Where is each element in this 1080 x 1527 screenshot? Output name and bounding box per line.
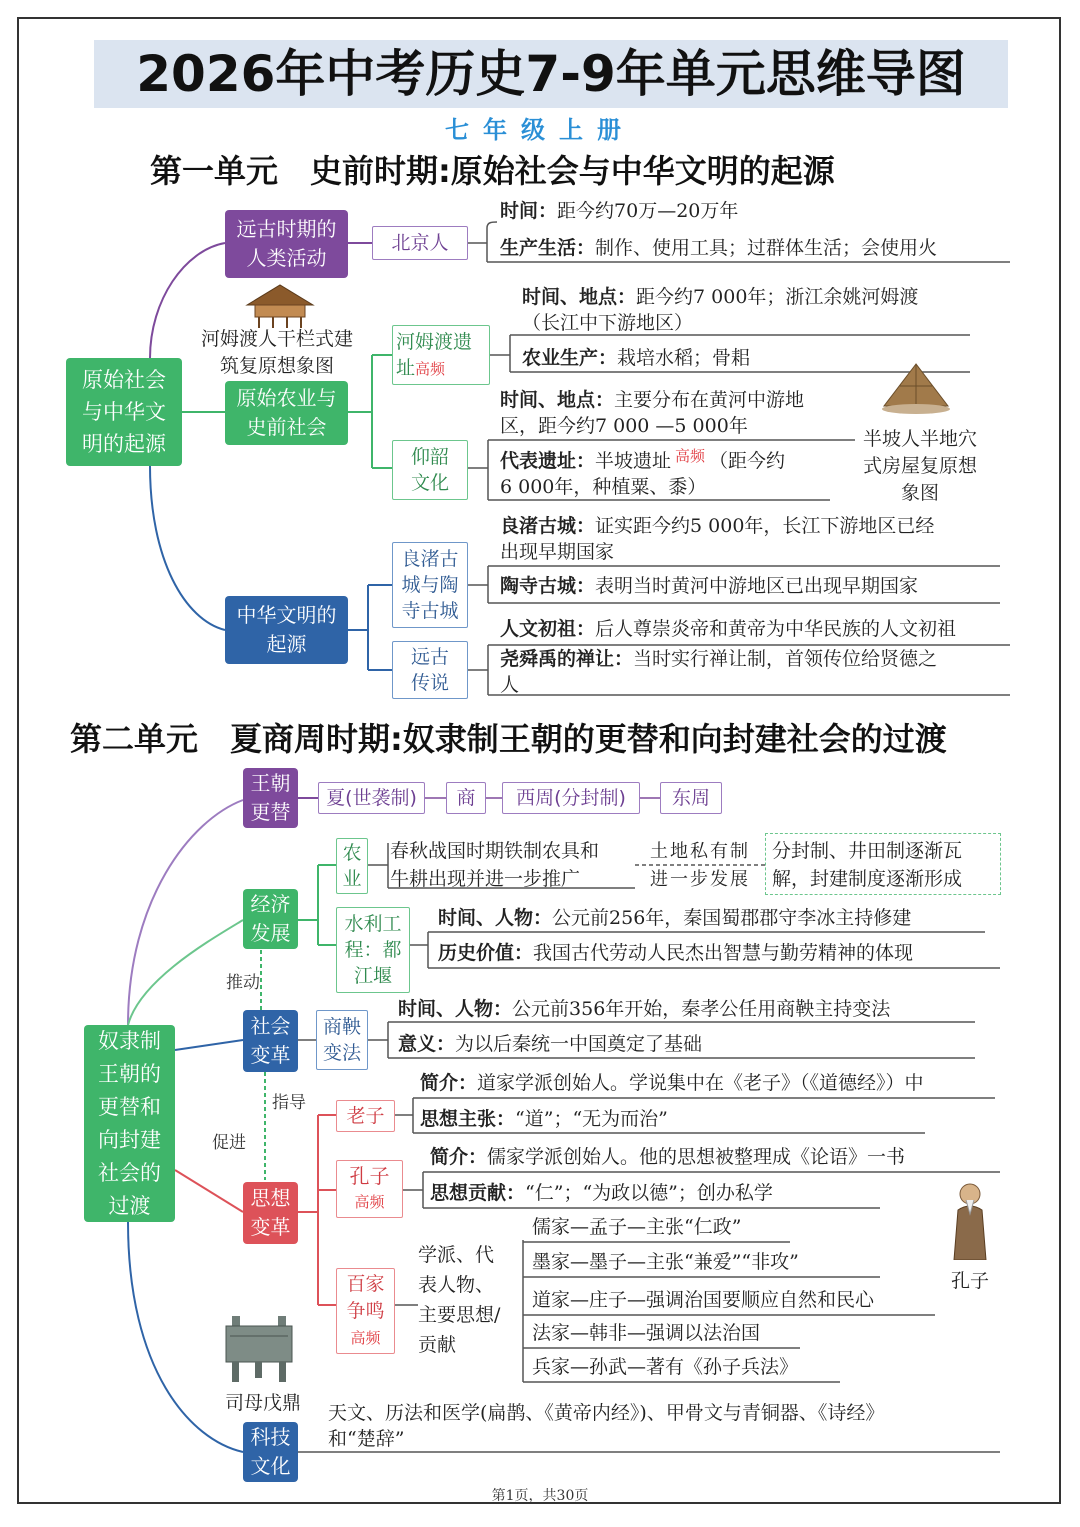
laozi-intro: 道家学派创始人。学说集中在《老子》（《道德经》）中 bbox=[477, 1072, 924, 1094]
grade-label: 七年级上册 bbox=[445, 116, 635, 144]
schools-label: 学派、代表人物、主要思想/贡献 bbox=[418, 1244, 501, 1356]
node-laozi-label: 老子 bbox=[346, 1105, 385, 1127]
yangshao-site-row bbox=[500, 448, 785, 476]
hot-badge-schools: 高频 bbox=[350, 1329, 381, 1347]
dynasty-western-zhou-label: 西周(分封制) bbox=[516, 787, 626, 809]
node-legends bbox=[392, 641, 468, 699]
laozi-intro-row bbox=[420, 1070, 924, 1097]
ancestor-label: 人文初祖： bbox=[500, 618, 596, 640]
hemudu-time-row bbox=[522, 284, 918, 311]
hemudu-agri-row bbox=[522, 345, 750, 372]
unit1-root-node bbox=[66, 358, 182, 466]
category-dynasty-change bbox=[243, 768, 298, 828]
category-civilization-origin bbox=[225, 596, 348, 664]
category-dynasty-change-label: 王朝更替 bbox=[250, 771, 291, 824]
taosi: 表明当时黄河中游地区已出现早期国家 bbox=[595, 575, 919, 597]
node-shang-yang bbox=[316, 1010, 368, 1070]
category-thought-change bbox=[243, 1182, 298, 1244]
confucius-caption: 孔子 bbox=[950, 1270, 989, 1292]
liangzhu-1: 证实距今约5 000年，长江下游地区已经 bbox=[595, 515, 935, 537]
hemudu-agri-label: 农业生产： bbox=[522, 347, 618, 369]
water-time: 公元前256年，秦国蜀郡郡守李冰主持修建 bbox=[552, 907, 912, 929]
category-agriculture-label: 原始农业与史前社会 bbox=[236, 386, 337, 439]
beijing-time: 距今约70万—20万年 bbox=[557, 200, 739, 222]
beijing-life-row bbox=[500, 235, 937, 262]
unit2-title: 第二单元 夏商周时期:奴隶制王朝的更替和向封建社会的过渡 bbox=[70, 720, 947, 758]
laozi-idea-row bbox=[420, 1106, 668, 1133]
water-value-label: 历史价值： bbox=[438, 942, 534, 964]
beijing-life: 制作、使用工具；过群体生活；会使用火 bbox=[595, 237, 938, 259]
abdication-2: 人 bbox=[500, 674, 520, 696]
page-title: 2026年中考历史7-9年单元思维导图 bbox=[136, 45, 966, 103]
liangzhu-label: 良渚古城： bbox=[500, 515, 596, 537]
node-ancient-cities-label: 良渚古城与陶寺古城 bbox=[401, 548, 459, 622]
hot-badge-hemudu: 高频 bbox=[415, 359, 446, 378]
reform-time-label: 时间、人物： bbox=[398, 998, 513, 1020]
node-agriculture-label: 农业 bbox=[342, 842, 362, 890]
reform-meaning-row bbox=[398, 1031, 702, 1058]
reform-meaning-label: 意义： bbox=[398, 1033, 456, 1055]
yangshao-time-2: 区，距今约7 000 —5 000年 bbox=[500, 415, 748, 437]
beijing-time-label: 时间： bbox=[500, 200, 558, 222]
result-2: 解，封建制度逐渐形成 bbox=[772, 868, 963, 890]
node-confucius bbox=[336, 1160, 403, 1218]
dynasty-eastern-zhou-label: 东周 bbox=[671, 787, 710, 809]
result-1: 分封制、井田制逐渐瓦 bbox=[772, 840, 963, 862]
unit1-root-label: 原始社会与中华文明的起源 bbox=[82, 368, 166, 456]
stilt-house-illustration bbox=[243, 283, 317, 329]
dynasty-xia bbox=[318, 782, 425, 814]
laozi-intro-label: 简介： bbox=[420, 1072, 478, 1094]
yangshao-site-1: 半坡遗址 bbox=[595, 450, 672, 472]
water-time-row bbox=[438, 905, 911, 932]
category-agriculture bbox=[225, 381, 348, 445]
school-taoism: 道家—庄子—强调治国要顺应自然和民心 bbox=[532, 1289, 875, 1311]
category-ancient-human-label: 远古时期的人类活动 bbox=[236, 217, 337, 270]
confucius-portrait bbox=[944, 1180, 996, 1260]
category-economy-label: 经济发展 bbox=[250, 892, 291, 945]
reform-time: 公元前356年开始，秦孝公任用商鞅主持变法 bbox=[512, 998, 891, 1020]
ancestor: 后人尊崇炎帝和黄帝为中华民族的人文初祖 bbox=[595, 618, 957, 640]
node-hemudu-label: 河姆渡遗址 bbox=[396, 330, 473, 379]
confucius-contrib-label: 思想贡献： bbox=[430, 1182, 526, 1204]
agri-1: 春秋战国时期铁制农具和 bbox=[390, 840, 600, 862]
node-agriculture bbox=[336, 838, 368, 894]
unit1-title: 第一单元 史前时期:原始社会与中华文明的起源 bbox=[150, 152, 835, 190]
hemudu-agri: 栽培水稻；骨耜 bbox=[617, 347, 751, 369]
node-hundred-schools bbox=[336, 1268, 395, 1354]
reform-time-row bbox=[398, 996, 890, 1023]
ding-caption: 司母戊鼎 bbox=[224, 1392, 301, 1414]
yangshao-time-1: 主要分布在黄河中游地 bbox=[614, 389, 805, 411]
school-military: 兵家—孙武—著有《孙子兵法》 bbox=[532, 1356, 799, 1378]
hemudu-time-label: 时间、地点： bbox=[522, 286, 637, 308]
node-beijing-man bbox=[372, 226, 468, 260]
agri-2: 牛耕出现并进一步推广 bbox=[390, 868, 581, 890]
dynasty-western-zhou bbox=[502, 782, 640, 814]
laozi-idea-label: 思想主张： bbox=[420, 1108, 516, 1130]
node-ancient-cities bbox=[392, 542, 468, 628]
node-yangshao-label: 仰韶文化 bbox=[410, 446, 449, 494]
yangshao-site-1b: （距今约 bbox=[709, 450, 786, 472]
node-shang-yang-label: 商鞅变法 bbox=[322, 1016, 361, 1064]
ancestor-row bbox=[500, 616, 956, 643]
push-label: 推动 bbox=[226, 973, 260, 993]
node-yangshao bbox=[392, 440, 468, 500]
confucius-contrib-row bbox=[430, 1180, 773, 1207]
dynasty-shang bbox=[446, 782, 486, 814]
liangzhu-row bbox=[500, 513, 934, 540]
water-value-row bbox=[438, 940, 913, 967]
culture-1: 天文、历法和医学(扁鹊、《黄帝内经》)、甲骨文与青铜器、《诗经》 bbox=[328, 1402, 885, 1424]
category-economy bbox=[243, 889, 298, 949]
category-ancient-human bbox=[225, 210, 348, 278]
node-beijing-man-label: 北京人 bbox=[391, 232, 449, 254]
category-social-reform-label: 社会变革 bbox=[250, 1014, 291, 1067]
land-2: 进一步发展 bbox=[650, 869, 750, 890]
unit2-root-label: 奴隶制王朝的更替和向封建社会的过渡 bbox=[98, 1028, 161, 1218]
unit2-root-node bbox=[84, 1025, 175, 1222]
yangshao-site-2: 6 000年，种植粟、黍） bbox=[500, 476, 707, 498]
node-hemudu bbox=[392, 325, 490, 385]
simuwu-ding-illustration bbox=[222, 1310, 296, 1384]
category-sci-culture bbox=[243, 1422, 298, 1482]
confucius-intro: 儒家学派创始人。他的思想被整理成《论语》一书 bbox=[487, 1146, 906, 1168]
culture-2: 和“楚辞” bbox=[328, 1428, 405, 1450]
beijing-life-label: 生产生活： bbox=[500, 237, 596, 259]
semi-subterranean-house-illustration bbox=[880, 362, 952, 418]
dynasty-eastern-zhou bbox=[660, 782, 722, 814]
school-mohism: 墨家—墨子—主张“兼爱”“非攻” bbox=[532, 1251, 799, 1273]
promote-label: 促进 bbox=[212, 1133, 246, 1153]
yangshao-time-row bbox=[500, 387, 804, 414]
confucius-intro-label: 简介： bbox=[430, 1146, 488, 1168]
liangzhu-2: 出现早期国家 bbox=[500, 541, 615, 563]
laozi-idea: “道”；“无为而治” bbox=[515, 1108, 668, 1130]
water-time-label: 时间、人物： bbox=[438, 907, 553, 929]
node-hemudu-wrap bbox=[396, 329, 486, 382]
hemudu-time-1: 距今约7 000年；浙江余姚河姆渡 bbox=[636, 286, 919, 308]
category-social-reform bbox=[243, 1010, 298, 1072]
taosi-label: 陶寺古城： bbox=[500, 575, 596, 597]
abdication-row bbox=[500, 646, 937, 673]
dynasty-xia-label: 夏(世袭制) bbox=[326, 787, 417, 809]
dynasty-shang-label: 商 bbox=[456, 787, 476, 809]
category-sci-culture-label: 科技文化 bbox=[250, 1425, 291, 1478]
abdication-label: 尧舜禹的禅让： bbox=[500, 648, 634, 670]
category-thought-change-label: 思想变革 bbox=[250, 1186, 291, 1239]
node-dujiangyan-label: 水利工程：都江堰 bbox=[344, 913, 402, 987]
guide-label: 指导 bbox=[272, 1093, 306, 1113]
confucius-intro-row bbox=[430, 1144, 905, 1171]
reform-meaning: 为以后秦统一中国奠定了基础 bbox=[455, 1033, 703, 1055]
hemudu-caption: 河姆渡人干栏式建筑复原想象图 bbox=[200, 328, 353, 377]
hot-badge-banpo: 高频 bbox=[675, 447, 706, 465]
beijing-time-row bbox=[500, 198, 738, 225]
confucius-contrib: “仁”；“为政以德”；创办私学 bbox=[525, 1182, 773, 1204]
hemudu-time-2: （长江中下游地区） bbox=[522, 312, 694, 334]
node-laozi bbox=[336, 1100, 395, 1132]
water-value: 我国古代劳动人民杰出智慧与勤劳精神的体现 bbox=[533, 942, 914, 964]
node-dujiangyan bbox=[336, 907, 410, 993]
land-1: 土地私有制 bbox=[650, 841, 750, 862]
yangshao-time-label: 时间、地点： bbox=[500, 389, 615, 411]
hot-badge-confucius: 高频 bbox=[354, 1193, 385, 1211]
category-civilization-origin-label: 中华文明的起源 bbox=[236, 603, 337, 656]
school-confucianism: 儒家—孟子—主张“仁政” bbox=[532, 1216, 742, 1238]
node-confucius-label: 孔子 bbox=[349, 1164, 390, 1188]
node-legends-label: 远古传说 bbox=[410, 646, 449, 694]
school-legalism: 法家—韩非—强调以法治国 bbox=[532, 1322, 761, 1344]
taosi-row bbox=[500, 573, 918, 600]
page-footer: 第1页，共30页 bbox=[491, 1488, 589, 1504]
yangshao-site-label: 代表遗址： bbox=[500, 450, 596, 472]
abdication-1: 当时实行禅让制，首领传位给贤德之 bbox=[633, 648, 938, 670]
node-hundred-schools-label: 百家争鸣 bbox=[346, 1273, 385, 1322]
banpo-caption: 半坡人半地穴式房屋复原想象图 bbox=[862, 428, 977, 504]
